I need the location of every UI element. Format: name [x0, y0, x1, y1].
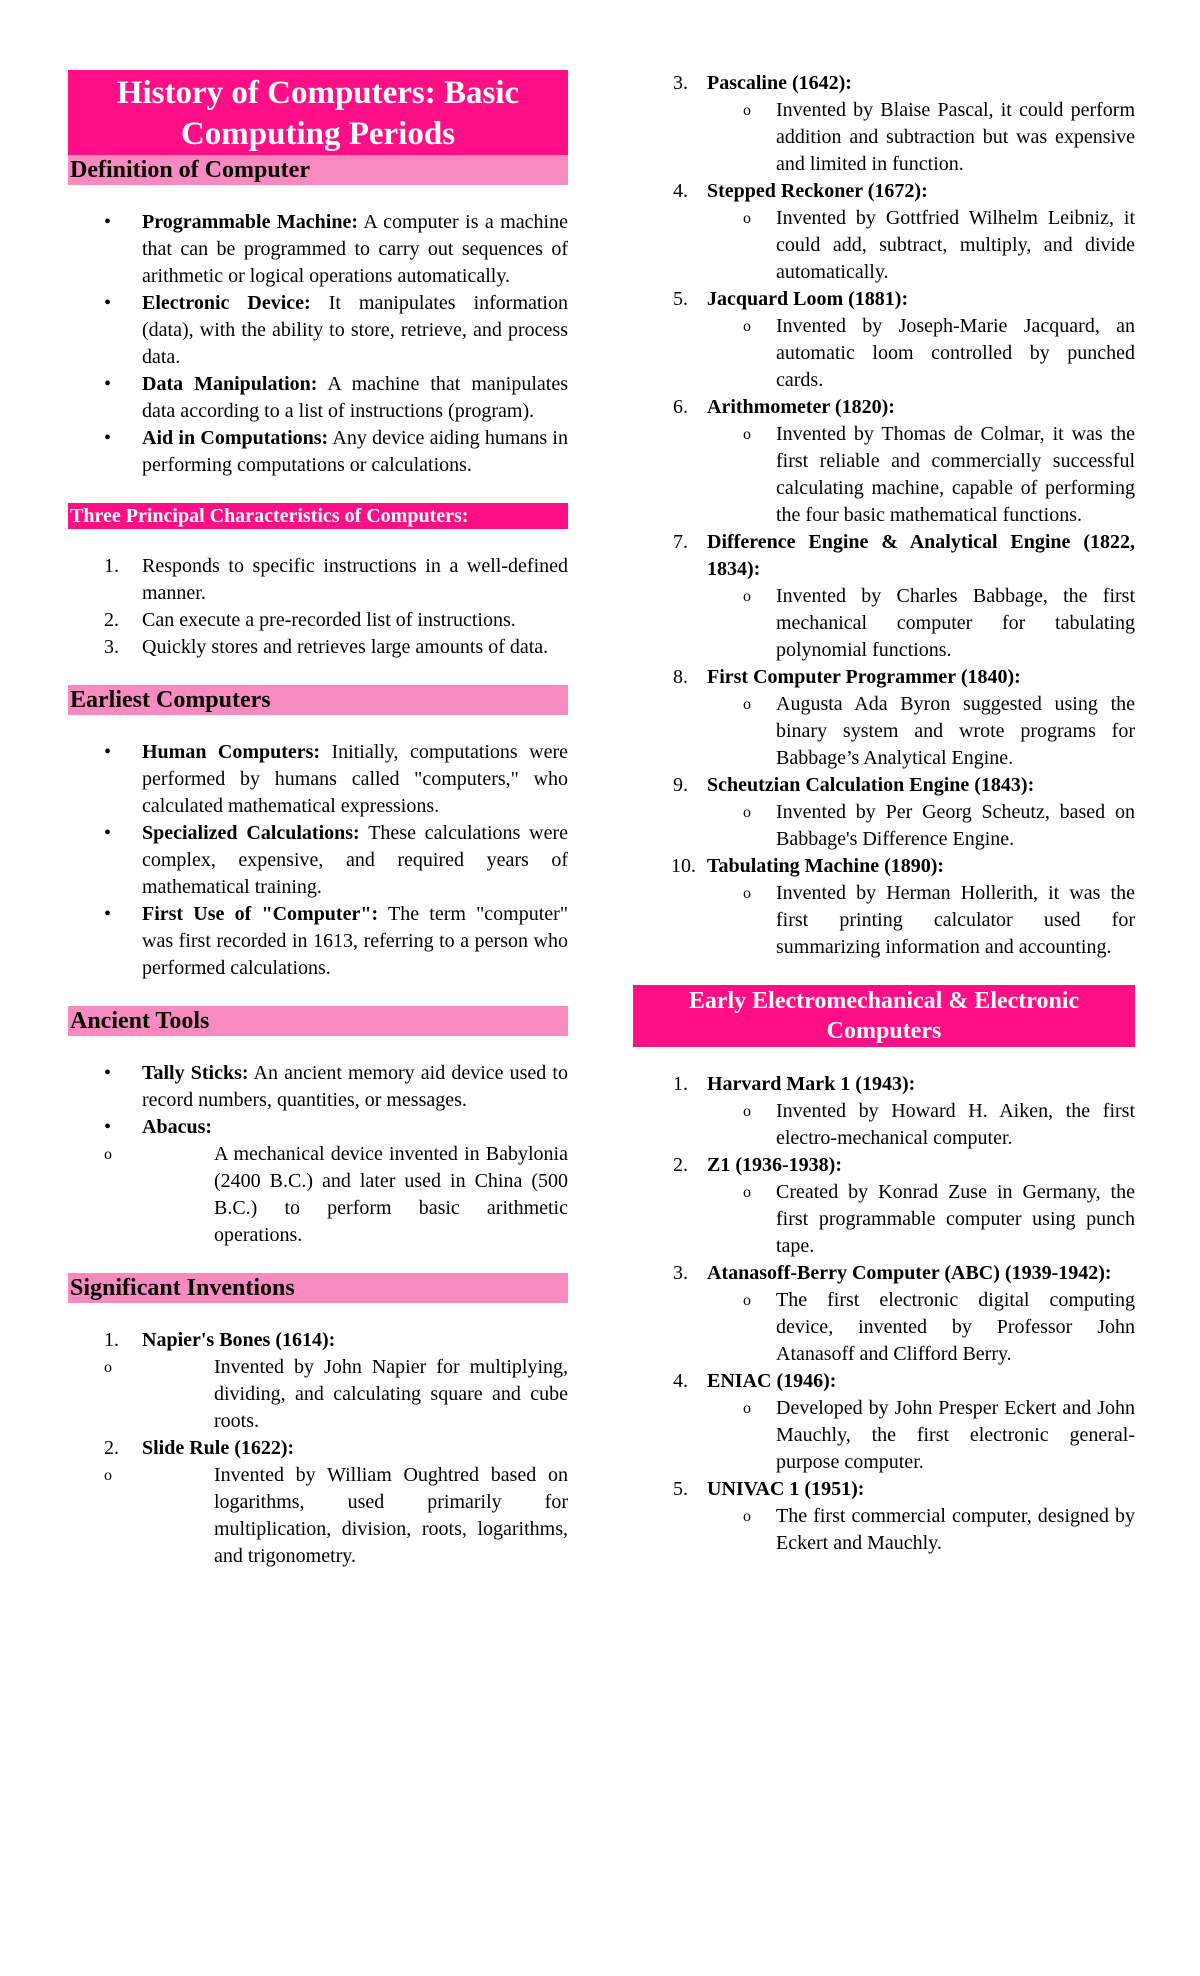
item-number: 3. [673, 1262, 688, 1284]
list-item [633, 1152, 1135, 1260]
sub-item [633, 583, 1135, 664]
list-item [633, 853, 1135, 961]
list-item [68, 634, 568, 661]
ancient-heading: Ancient Tools [68, 1006, 568, 1036]
item-title: Tabulating Machine (1890): [707, 855, 945, 877]
list-item [68, 425, 568, 479]
list-item [68, 1060, 568, 1114]
list-item [633, 772, 1135, 853]
list-item [633, 286, 1135, 394]
item-number: 1. [104, 1329, 119, 1351]
item-number: 1. [104, 555, 119, 577]
term-text: An ancient memory aid device used to record numbers, quantities, or messages. [142, 1062, 568, 1111]
item-number: 2. [104, 609, 119, 631]
sub-list [633, 1503, 1135, 1557]
electronic-heading: Early Electromechanical & Electronic Computers [633, 985, 1135, 1047]
term-label: Human Computers: [142, 741, 321, 763]
sub-item [633, 1503, 1135, 1557]
term-text: Initially, computations were performed by humans called "computers," who calculated mathematical expressions. [142, 741, 568, 817]
item-text: Can execute a pre-recorded list of instructions. [142, 609, 516, 631]
sub-item [633, 691, 1135, 772]
sub-item [633, 97, 1135, 178]
list-item [633, 394, 1135, 529]
list-item [68, 1327, 568, 1435]
sub-text: Invented by Gottfried Wilhelm Leibniz, it could add, subtract, multiply, and divide automatically. [776, 207, 1135, 283]
list-item [68, 820, 568, 901]
item-number: 2. [104, 1437, 119, 1459]
sub-list [633, 97, 1135, 178]
list-item [68, 1435, 568, 1570]
sub-text: Invented by Howard H. Aiken, the first electro-mechanical computer. [776, 1100, 1135, 1149]
item-title: UNIVAC 1 (1951): [707, 1478, 865, 1500]
item-title: Stepped Reckoner (1672): [707, 180, 928, 202]
item-number: 1. [673, 1073, 688, 1095]
list-item [68, 371, 568, 425]
item-title: Arithmometer (1820): [707, 396, 895, 418]
characteristics-heading: Three Principal Characteristics of Computers: [68, 503, 568, 529]
term-label: Abacus: [142, 1116, 213, 1138]
sub-text: The first commercial computer, designed by Eckert and Mauchly. [776, 1505, 1135, 1554]
sub-item [633, 1179, 1135, 1260]
sub-text: Developed by John Presper Eckert and John Mauchly, the first electronic general-purpose computer. [776, 1397, 1135, 1473]
sub-item [633, 1287, 1135, 1368]
term-text: The term "computer" was first recorded in 1613, referring to a person who performed calculations. [142, 903, 568, 979]
sub-text: Invented by John Napier for multiplying, dividing, and calculating square and cube roots. [214, 1356, 568, 1432]
item-title: First Computer Programmer (1840): [707, 666, 1021, 688]
item-number: 10. [671, 855, 696, 877]
term-text: A machine that manipulates data according to a list of instructions (program). [142, 373, 568, 422]
sub-list [633, 1179, 1135, 1260]
sub-text: Invented by William Oughtred based on logarithms, used primarily for multiplication, division, roots, logarithms, and trigonometry. [214, 1464, 568, 1567]
term-label: Electronic Device: [142, 292, 311, 314]
term-text: A computer is a machine that can be programmed to carry out sequences of arithmetic or logical operations automatically. [142, 211, 568, 287]
sub-list [633, 1395, 1135, 1476]
sub-text: A mechanical device invented in Babylonia (2400 B.C.) and later used in China (500 B.C.) to perform basic arithmetic operations. [214, 1143, 568, 1246]
item-number: 6. [673, 396, 688, 418]
term-text: It manipulates information (data), with the ability to store, retrieve, and process data. [142, 292, 568, 368]
sub-list [633, 205, 1135, 286]
sub-text: Created by Konrad Zuse in Germany, the first programmable computer using punch tape. [776, 1181, 1135, 1257]
item-number: 4. [673, 1370, 688, 1392]
ancient-list [68, 1060, 568, 1249]
sub-item [68, 1141, 568, 1249]
significant-heading: Significant Inventions [68, 1273, 568, 1303]
sub-list [633, 1098, 1135, 1152]
sub-list [633, 691, 1135, 772]
sub-item [633, 205, 1135, 286]
item-title: Z1 (1936-1938): [707, 1154, 842, 1176]
list-item [633, 70, 1135, 178]
item-title: ENIAC (1946): [707, 1370, 837, 1392]
sub-text: Invented by Herman Hollerith, it was the first printing calculator used for summarizing information and accounting. [776, 882, 1135, 958]
item-number: 8. [673, 666, 688, 688]
sub-text: Augusta Ada Byron suggested using the binary system and wrote programs for Babbage’s Analytical Engine. [776, 693, 1135, 769]
sub-item [633, 313, 1135, 394]
item-text: Responds to specific instructions in a well-defined manner. [142, 555, 568, 604]
sub-item [633, 880, 1135, 961]
sub-item [633, 421, 1135, 529]
item-number: 5. [673, 1478, 688, 1500]
list-item [633, 1071, 1135, 1152]
earliest-list [68, 739, 568, 982]
sub-item [633, 1395, 1135, 1476]
term-label: First Use of "Computer": [142, 903, 379, 925]
term-text: These calculations were complex, expensive, and required years of mathematical training. [142, 822, 568, 898]
sub-list [68, 1141, 568, 1249]
item-number: 5. [673, 288, 688, 310]
item-title: Difference Engine & Analytical Engine (1822, 1834): [707, 531, 1135, 580]
item-number: 3. [673, 72, 688, 94]
page-title: History of Computers: Basic Computing Periods [68, 70, 568, 155]
list-item [68, 290, 568, 371]
list-item [68, 553, 568, 607]
left-column [68, 70, 568, 1570]
characteristics-list [68, 553, 568, 661]
list-item [633, 1260, 1135, 1368]
item-title: Pascaline (1642): [707, 72, 852, 94]
sub-text: Invented by Blaise Pascal, it could perform addition and subtraction but was expensive and limited in function. [776, 99, 1135, 175]
right-column [633, 70, 1135, 1557]
electronic-list [633, 1071, 1135, 1557]
list-item [633, 1368, 1135, 1476]
list-item [633, 1476, 1135, 1557]
significant-list-right [633, 70, 1135, 961]
term-label: Programmable Machine: [142, 211, 359, 233]
sub-item [633, 799, 1135, 853]
term-label: Aid in Computations: [142, 427, 329, 449]
list-item [633, 664, 1135, 772]
item-title: Harvard Mark 1 (1943): [707, 1073, 916, 1095]
sub-list [68, 1462, 568, 1570]
sub-item [633, 1098, 1135, 1152]
item-number: 7. [673, 531, 688, 553]
sub-item [68, 1462, 568, 1570]
item-title: Atanasoff-Berry Computer (ABC) (1939-1942): [707, 1262, 1112, 1284]
item-number: 9. [673, 774, 688, 796]
item-title: Napier's Bones (1614): [142, 1329, 336, 1351]
sub-list [633, 421, 1135, 529]
term-label: Specialized Calculations: [142, 822, 360, 844]
item-title: Scheutzian Calculation Engine (1843): [707, 774, 1035, 796]
sub-list [633, 583, 1135, 664]
list-item [633, 529, 1135, 664]
list-item [68, 901, 568, 982]
item-number: 4. [673, 180, 688, 202]
definition-heading: Definition of Computer [68, 155, 568, 185]
sub-list [633, 313, 1135, 394]
list-item [68, 1114, 568, 1249]
list-item [68, 739, 568, 820]
term-label: Tally Sticks: [142, 1062, 249, 1084]
sub-text: Invented by Joseph-Marie Jacquard, an automatic loom controlled by punched cards. [776, 315, 1135, 391]
list-item [633, 178, 1135, 286]
sub-item [68, 1354, 568, 1435]
list-item [68, 209, 568, 290]
sub-text: Invented by Thomas de Colmar, it was the first reliable and commercially successful calculating machine, capable of performing the four basic mathematical functions. [776, 423, 1135, 526]
list-item [68, 607, 568, 634]
sub-text: Invented by Per Georg Scheutz, based on Babbage's Difference Engine. [776, 801, 1135, 850]
sub-list [68, 1354, 568, 1435]
item-number: 3. [104, 636, 119, 658]
sub-list [633, 1287, 1135, 1368]
earliest-heading: Earliest Computers [68, 685, 568, 715]
sub-list [633, 799, 1135, 853]
significant-list-left [68, 1327, 568, 1570]
definition-list [68, 209, 568, 479]
term-text: Any device aiding humans in performing computations or calculations. [142, 427, 568, 476]
sub-text: Invented by Charles Babbage, the first mechanical computer for tabulating polynomial functions. [776, 585, 1135, 661]
item-text: Quickly stores and retrieves large amounts of data. [142, 636, 549, 658]
item-title: Jacquard Loom (1881): [707, 288, 909, 310]
term-label: Data Manipulation: [142, 373, 318, 395]
item-title: Slide Rule (1622): [142, 1437, 295, 1459]
item-number: 2. [673, 1154, 688, 1176]
sub-list [633, 880, 1135, 961]
sub-text: The first electronic digital computing device, invented by Professor John Atanasoff and Clifford Berry. [776, 1289, 1135, 1365]
